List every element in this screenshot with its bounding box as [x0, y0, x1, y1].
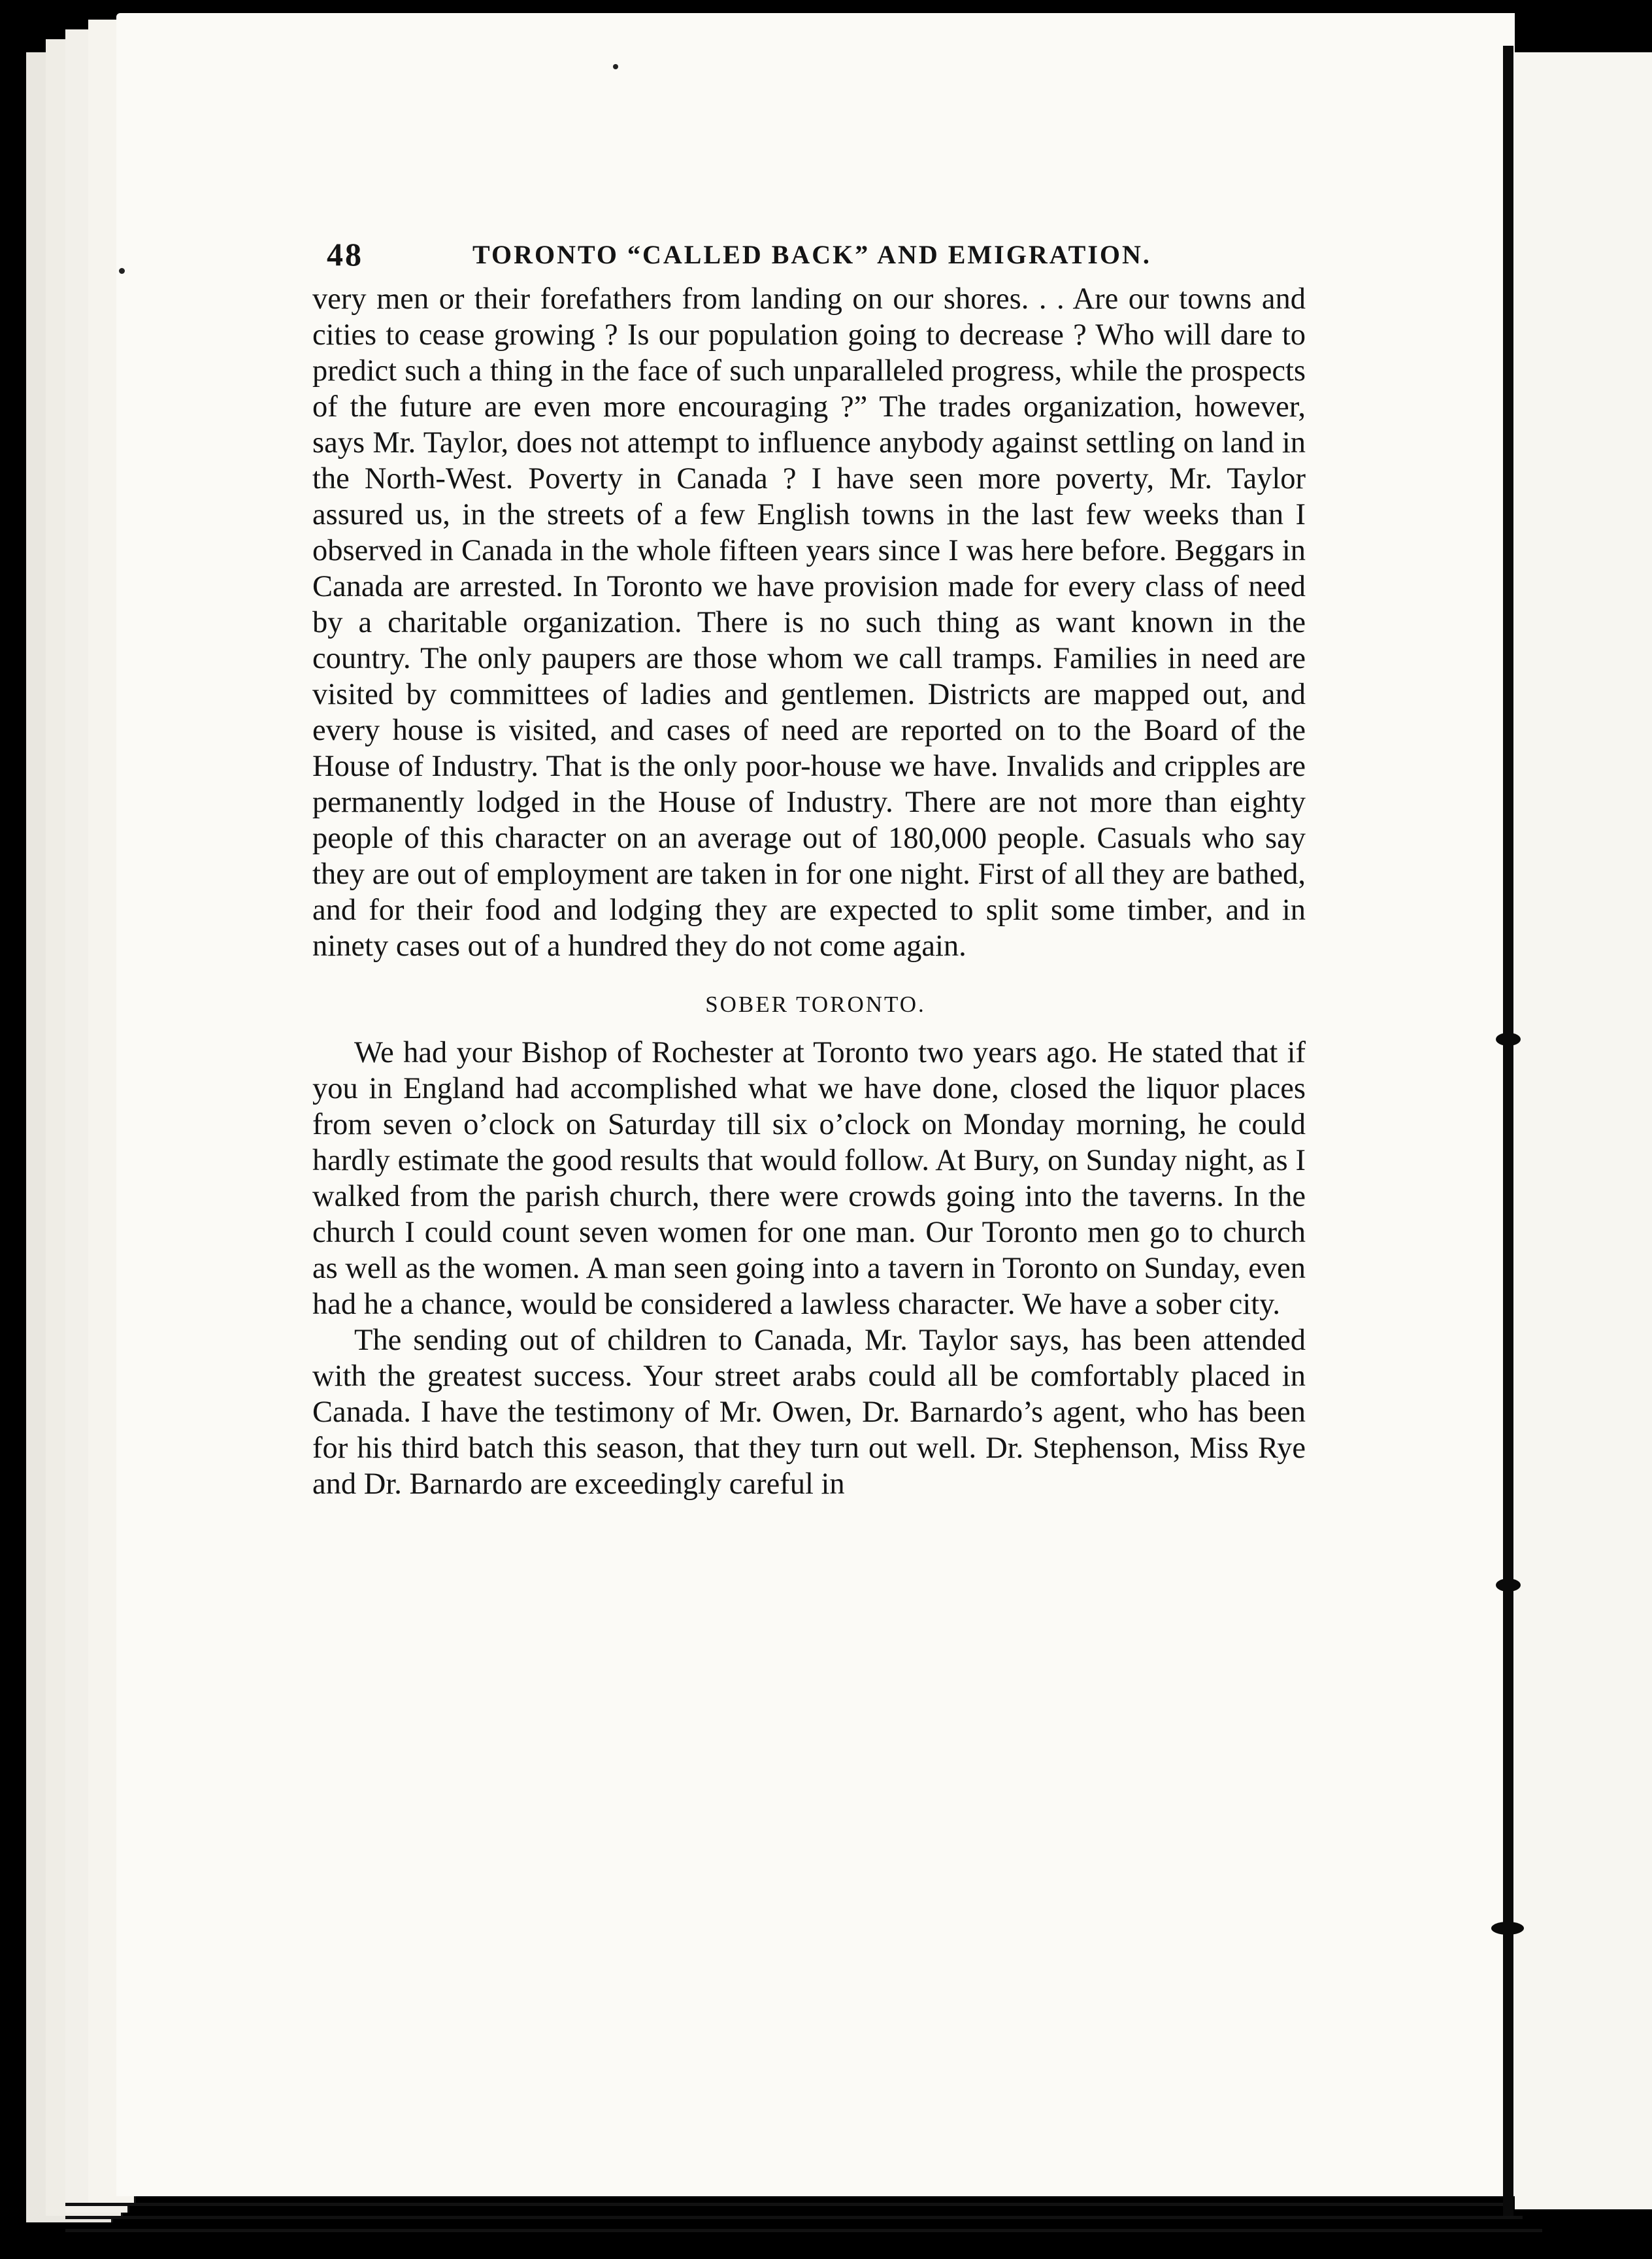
binding-thread-mark — [1496, 1033, 1521, 1046]
page-edge-bottom — [65, 2216, 1523, 2219]
page-text-block — [312, 235, 1306, 1502]
gutter-binding — [1503, 46, 1513, 2216]
speck — [613, 64, 618, 69]
speck — [119, 268, 125, 274]
body-paragraph: very men or their forefathers from landing on our shores. . . Are our towns and cities to cease growing ? Is our population going to decrease ? Who will dare to predict such a thing in the face of such unparalleled progress, while the prospects of the future are even more encouraging ?” The trades organization, however, says Mr. Taylor, does not attempt to influence anybody against settling on land in the North-West. Poverty in Canada ? I have seen more poverty, Mr. Taylor assured us, in the streets of a few English towns in the last few weeks than I observed in Canada in the whole fifteen years since I was here before. Beggars in Canada are arrested. In Toronto we have provision made for every class of need by a charitable organization. There is no such thing as want known in the country. The only paupers are those whom we call tramps. Families in need are visited by committees of ladies and gentlemen. Districts are mapped out, and every house is visited, and cases of need are reported on to the Board of the House of Industry. That is the only poor-house we have. Invalids and cripples are permanently lodged in the House of Industry. There are not more than eighty people of this character on an average out of 180,000 people. Casuals who say they are out of employment are taken in for one night. First of all they are bathed, and for their food and lodging they are expected to split some timber, and in ninety cases out of a hundred they do not come again. — [312, 282, 1306, 963]
binding-thread-mark — [1491, 1922, 1524, 1935]
running-title: TORONTO “CALLED BACK” AND EMIGRATION. — [472, 240, 1151, 269]
body-paragraph: We had your Bishop of Rochester at Toronto two years ago. He stated that if you in England had accomplished what we have done, closed the liquor places from seven o’clock on Saturday till six o’clock on Monday morning, he could hardly estimate the good results that would follow. At Bury, on Sunday night, as I walked from the parish church, there were crowds going into the taverns. In the church I could count seven women for one man. Our Toronto men go to church as well as the women. A man seen going into a tavern in Toronto on Sunday, even had he a chance, would be considered a lawless character. We have a sober city. — [312, 1036, 1306, 1321]
section-heading: SOBER TORONTO. — [705, 992, 926, 1017]
running-head — [312, 235, 1306, 281]
body-paragraph: The sending out of children to Canada, Mr. Taylor says, has been attended with the greatest success. Your street arabs could all be comfortably placed in Canada. I have the testimony of Mr. Owen, Dr. Barnardo’s agent, who has been for his third batch this season, that they turn out well. Dr. Stephenson, Miss Rye and Dr. Barnardo are exceedingly careful in — [312, 1324, 1306, 1501]
page-number: 48 — [327, 236, 363, 273]
binding-thread-mark — [1496, 1579, 1521, 1592]
page-edge-bottom — [65, 2229, 1542, 2232]
facing-page-margin — [1515, 52, 1652, 2209]
page-edge-bottom — [65, 2203, 1503, 2206]
